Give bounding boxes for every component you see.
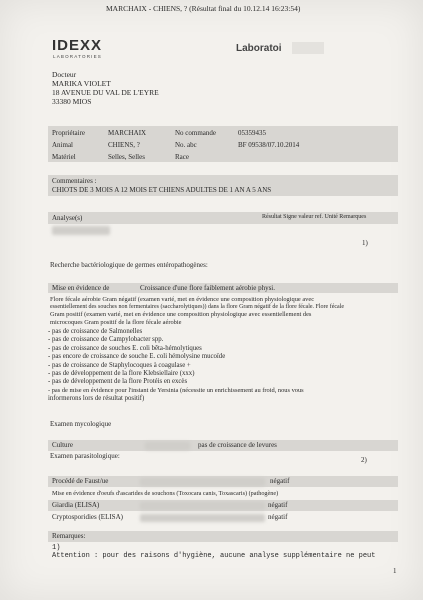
paragraph-line: Flore fécale aérobie Gram négatif (examen varié, met en évidence une composition physiologique avec bbox=[50, 296, 315, 303]
parasito-footnote: 2) bbox=[361, 456, 367, 464]
recipient-city: 33380 MIOS bbox=[52, 97, 92, 106]
analysis-label: Analyse(s) bbox=[52, 214, 83, 222]
order-label: No commande bbox=[175, 129, 217, 137]
bacterio-paragraph bbox=[50, 296, 395, 326]
list-item: - pas de croissance de Staphylocoques à coagulase + bbox=[48, 361, 191, 369]
redacted-lab-name bbox=[292, 42, 324, 54]
test-label: Procédé de Faust/ue bbox=[52, 477, 109, 485]
blurred-test-code bbox=[140, 514, 265, 522]
paragraph-line: Gram positif (examen varié, met en évidence une composition physiologique avec essentiellement des bbox=[50, 311, 312, 319]
analysis-columns: Résultat Signe valeur ref. Unité Remarques bbox=[262, 214, 367, 220]
remarks-label: Remarques: bbox=[52, 532, 86, 540]
breed-label: Race bbox=[175, 153, 189, 161]
abc-value: BF 09538/07.10.2014 bbox=[238, 141, 300, 149]
laboratory-name: Laboratoi bbox=[236, 43, 282, 54]
test-value: négatif bbox=[268, 513, 288, 521]
recipient-name: MARIKA VIOLET bbox=[52, 79, 111, 88]
bacterio-results-list bbox=[48, 328, 393, 404]
test-value: négatif bbox=[270, 477, 290, 485]
list-item: informerons lors de résultat positif) bbox=[48, 395, 145, 403]
mise-value: Croissance d'une flore faiblement aérobie physi. bbox=[140, 284, 275, 292]
owner-label: Propriétaire bbox=[52, 129, 86, 137]
animal-value: CHIENS, ? bbox=[108, 141, 140, 149]
analysis-footnote: 1) bbox=[362, 239, 368, 247]
paragraph-line: microcoques Gram positif de la flore fécale aérobie bbox=[50, 318, 182, 326]
list-item: - pas de croissance de Campylobacter spp. bbox=[48, 336, 164, 344]
parasito-title: Examen parasitologique: bbox=[50, 452, 120, 460]
list-item: - pas de croissance de souches E. coli bêta-hémolytiques bbox=[48, 344, 202, 352]
blurred-test-code bbox=[140, 478, 265, 486]
culture-value: pas de croissance de levures bbox=[198, 441, 277, 449]
list-item: - pas encore de croissance de souche E. coli hémolysine mucoïde bbox=[48, 353, 226, 361]
material-value: Selles, Selles bbox=[108, 153, 145, 161]
comments-text: CHIOTS DE 3 MOIS A 12 MOIS ET CHIENS ADULTES DE 1 AN A 5 ANS bbox=[52, 186, 272, 194]
page-number: 1 bbox=[393, 567, 397, 575]
report-header-title: MARCHAIX - CHIENS, ? (Résultat final du 10.12.14 16:23:54) bbox=[106, 4, 301, 13]
paragraph-line: essentiellement des souches non fermentaires (saccharolytiques)) dans la flore Gram négatif de la flore fécale. Flore fécale bbox=[50, 303, 345, 310]
material-label: Matériel bbox=[52, 153, 76, 161]
info-table-band bbox=[48, 126, 398, 162]
owner-value: MARCHAIX bbox=[108, 129, 147, 137]
test-label: Mise en évidence d'oeufs d'ascarides de souchons (Toxocara canis, Toxascaris) (pathogène) bbox=[52, 490, 279, 497]
list-item: - pas de développement de la flore Protéis en excès bbox=[48, 378, 188, 386]
animal-label: Animal bbox=[52, 141, 73, 149]
abc-label: No. abc bbox=[175, 141, 197, 149]
list-item: - pas de mise en évidence pour l'instant de Yersinia (nécessite un enrichissement au froid, nous vous bbox=[48, 386, 304, 394]
remarks-band bbox=[48, 531, 398, 542]
remarks-text: Attention : pour des raisons d'hygiène, aucune analyse supplémentaire ne peut bbox=[52, 552, 376, 560]
myco-title: Examen mycologique bbox=[50, 420, 112, 428]
comments-label: Commentaires : bbox=[52, 177, 97, 185]
bacterio-title: Recherche bactériologique de germes entéropathogènes: bbox=[50, 261, 208, 269]
remarks-number: 1) bbox=[52, 544, 61, 552]
list-item: - pas de croissance de Salmonelles bbox=[48, 328, 143, 335]
test-label: Cryptosporidies (ELISA) bbox=[52, 513, 123, 521]
mise-label: Mise en évidence de bbox=[52, 284, 110, 292]
test-value: négatif bbox=[268, 501, 288, 509]
recipient-title: Docteur bbox=[52, 70, 77, 79]
culture-label: Culture bbox=[52, 441, 73, 449]
list-item: - pas de développement de la flore Klebsiellaire (xxx) bbox=[48, 370, 195, 378]
recipient-street: 18 AVENUE DU VAL DE L'EYRE bbox=[52, 88, 159, 97]
blurred-test-code bbox=[140, 502, 265, 510]
idexx-logo-subtitle: LABORATORIES bbox=[53, 54, 102, 59]
blurred-patient-id bbox=[52, 226, 110, 235]
blurred-culture-code bbox=[145, 442, 190, 450]
idexx-logo: IDEXX bbox=[52, 37, 103, 54]
order-value: 05359435 bbox=[238, 129, 266, 137]
test-label: Giardia (ELISA) bbox=[52, 501, 100, 509]
